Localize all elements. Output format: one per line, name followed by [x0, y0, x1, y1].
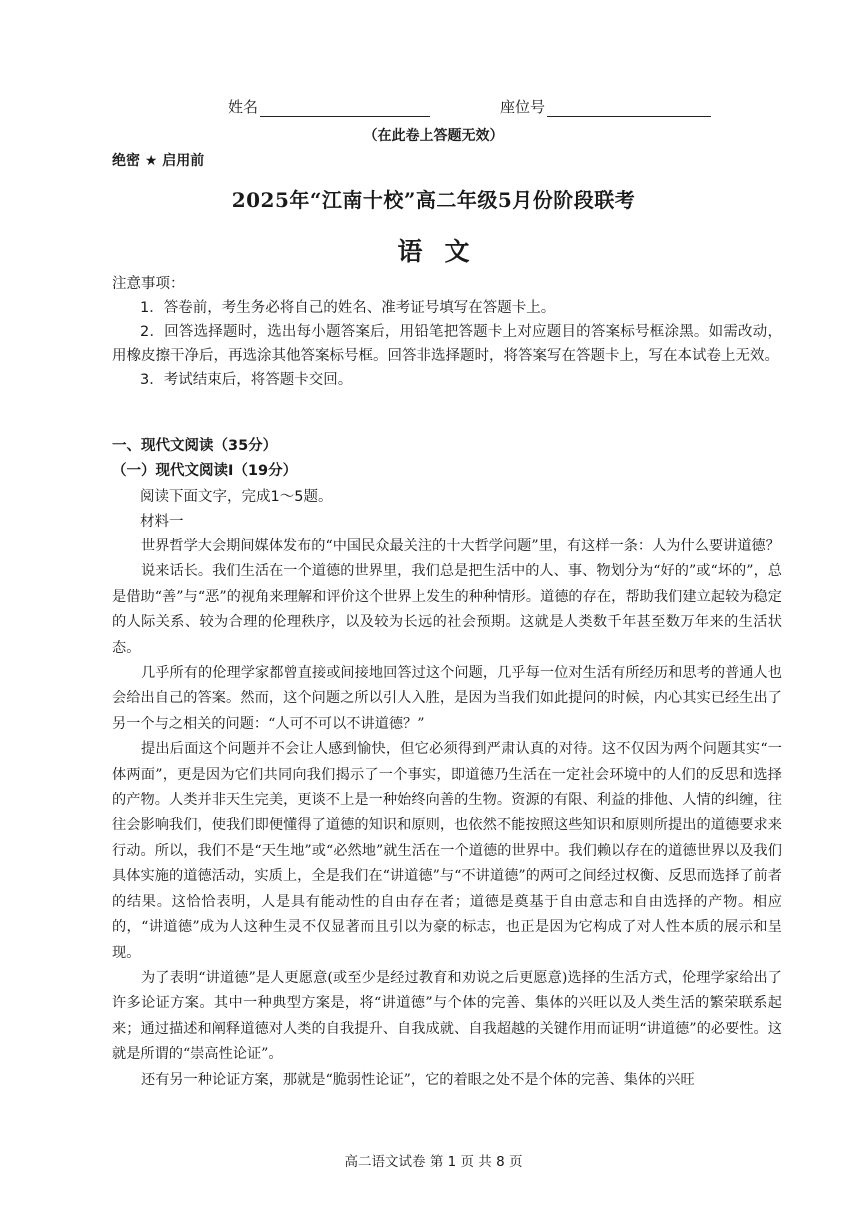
exam-title: 2025年“江南十校”高二年级5月份阶段联考: [231, 188, 636, 212]
passage-paragraph: 提出后面这个问题并不会让人感到愉快，但它必须得到严肃认真的对待。这不仅因为两个问题其实“一体两面”，更是因为它们共同向我们揭示了一个事实，即道德乃生活在一定社会环境中的人们的反思和选择的产物。人类并非天生完美，更谈不上是一种始终向善的生物。资源的有限、利益的排他、人情的纠缠，往往会影响我们，使我们即便懂得了道德的知识和原则，也依然不能按照这些知识和原则所提出的道德要求来行动。所以，我们不是“天生地”或“必然地”就生活在一个道德的世界中。我们赖以存在的道德世界以及我们具体实施的道德活动，实质上，全是我们在“讲道德”与“不讲道德”的两可之间经过权衡、反思而选择了前者的结果。这恰恰表明，人是具有能动性的自由存在者；道德是奠基于自由意志和自由选择的产物。相应的，“讲道德”成为人这种生灵不仅显著而且引以为豪的标志，也正是因为它构成了对人性本质的展示和呈现。: [112, 741, 782, 961]
subsection-heading: （一）现代文阅读Ⅰ（19分）: [112, 463, 298, 479]
page-footer: 高二语文试卷 第 1 页 共 8 页: [344, 1154, 523, 1170]
seat-blank: [547, 100, 711, 117]
passage-paragraph: 世界哲学大会期间媒体发布的“中国民众最关注的十大哲学问题”里，有这样一条：人为什么要讲道德？: [141, 538, 780, 554]
reading-instruction: 阅读下面文字，完成1～5题。: [140, 489, 333, 505]
section-heading: 一、现代文阅读（35分）: [112, 438, 278, 454]
passage-paragraph: 几乎所有的伦理学家都曾直接或间接地回答过这个问题，几乎每一位对生活有所经历和思考的普通人也会给出自己的答案。然而，这个问题之所以引人入胜，是因为当我们如此提问的时候，内心其实已经生出了另一个与之相关的问题：“人可不可以不讲道德？”: [112, 665, 782, 732]
material-label: 材料一: [140, 514, 184, 530]
passage-paragraph: 还有另一种论证方案，那就是“脆弱性论证”，它的着眼之处不是个体的完善、集体的兴旺: [141, 1071, 695, 1088]
subject-title: 语文: [397, 237, 492, 266]
passage-paragraph: 为了表明“讲道德”是人更愿意(或至少是经过教育和劝说之后更愿意)选择的生活方式，伦理学家给出了许多论证方案。其中一种典型方案是，将“讲道德”与个体的完善、集体的兴旺以及人类生活的繁荣联系起来；通过描述和阐释道德对人类的自我提升、自我成就、自我超越的关键作用而证明“讲道德”的必要性。这就是所谓的“崇高性论证”。: [112, 969, 782, 1063]
confidential-mark: 绝密 ★ 启用前: [112, 153, 205, 169]
seat-label: 座位号: [500, 98, 546, 116]
invalid-answer-notice: （在此卷上答题无效）: [363, 128, 504, 144]
name-field: [228, 96, 430, 117]
candidate-info-line: [0, 96, 867, 118]
seat-field: [500, 96, 711, 117]
exam-notes: [112, 272, 782, 392]
passage-paragraph: 说来话长。我们生活在一个道德的世界里，我们总是把生活中的人、事、物划分为“好的”或“坏的”，总是借助“善”与“恶”的视角来理解和评价这个世界上发生的种种情形。道德的存在，帮助我们建立起较为稳定的人际关系、较为合理的伦理秩序，以及较为长远的社会预期。这就是人类数千年甚至数万年来的生活状态。: [112, 563, 782, 656]
name-blank: [260, 100, 430, 117]
name-label: 姓名: [228, 98, 259, 116]
notes-heading: 注意事项：: [112, 276, 185, 292]
note-item: 1．答卷前，考生务必将自己的姓名、准考证号填写在答题卡上。: [140, 300, 556, 316]
note-item: 2．回答选择题时，选出每小题答案后，用铅笔把答题卡上对应题目的答案标号框涂黑。如需改动，用橡皮擦干净后，再选涂其他答案标号框。回答非选择题时，将答案写在答题卡上，写在本试卷上无效。: [112, 324, 782, 364]
note-item: 3．考试结束后，将答题卡交回。: [140, 372, 353, 388]
reading-passage: [112, 534, 782, 1093]
